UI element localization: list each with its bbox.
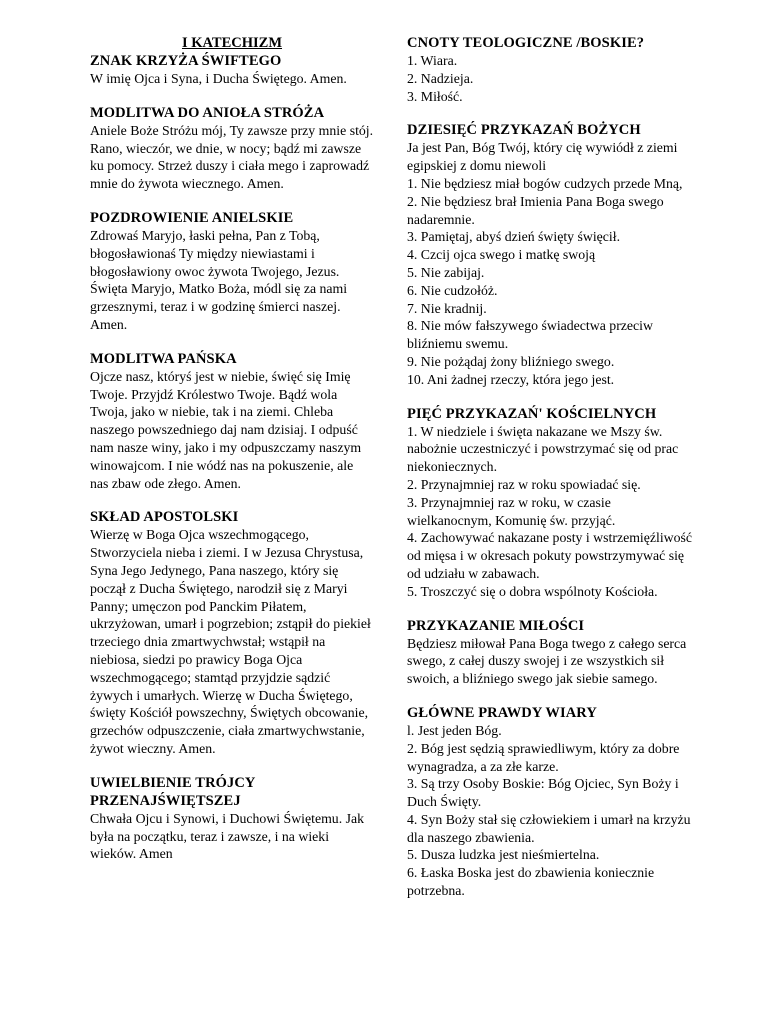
list-item: 6. Łaska Boska jest do zbawienia koniecznie potrzebna. <box>407 865 655 899</box>
section-sign-of-cross <box>90 52 374 88</box>
list-item: 10. Ani żadnej rzeczy, która jego jest. <box>407 371 615 387</box>
section-heading: POZDROWIENIE ANIELSKIE <box>90 209 294 226</box>
section-heading: CNOTY TEOLOGICZNE /BOSKIE? <box>407 35 645 51</box>
list-item: 2. Przynajmniej raz w roku spowiadać się. <box>407 476 641 492</box>
list-item: 3. Przynajmniej raz w roku, w czasie wielkanocnym, Komunię św. przyjąć. <box>407 494 616 528</box>
section-heading: MODLITWA DO ANIOŁA STRÓŻA <box>90 104 325 121</box>
section-text: Będziesz miłował Pana Boga twego z całego serca swego, z całej duszy swojej i ze wszystkich sił swoich, a bliźniego swego jak siebie samego. <box>407 635 687 687</box>
section-text: Chwała Ojcu i Synowi, i Duchowi Świętemu. Jak była na początku, teraz i zawsze, i na wieki wieków. Amen <box>90 810 364 862</box>
section-love-commandment <box>407 617 697 688</box>
section-glory-be <box>90 774 374 863</box>
list-item: 4. Czcij ojca swego i matkę swoją <box>407 247 596 263</box>
section-heading: MODLITWA PAŃSKA <box>90 350 237 367</box>
list-item: 7. Nie kradnij. <box>407 300 487 316</box>
section-apostles-creed <box>90 508 374 757</box>
section-heading: DZIESIĘĆ PRZYKAZAŃ BOŻYCH <box>407 122 641 139</box>
list-item: 1. Wiara. <box>407 53 458 68</box>
left-column <box>90 34 374 879</box>
section-text: Zdrowaś Maryjo, łaski pełna, Pan z Tobą, błogosławionaś Ty między niewiastami i błogosławiony owoc żywota Twojego, Jezus. Święta Maryjo, Matko Boża, módl się za nami grzesznymi, teraz i w godzinę śmierci naszej. Amen. <box>90 227 348 332</box>
document-title: I KATECHIZM <box>181 35 283 51</box>
section-text: Wierzę w Boga Ojca wszechmogącego, Stworzyciela nieba i ziemi. I w Jezusa Chrystusa, Syna Jego Jedynego, Pana naszego, który się począł z Ducha Świętego, narodził się z Maryi Panny; umęczon pod Panckim Piłatem, ukrzyżowan, umarł i pogrzebion; zstąpił do piekieł trzeciego dnia zmartwychwstał; wstąpił na niebiosa, siedzi po prawicy Boga Ojca wszechmogącego; stamtąd przyjdzie sądzić żywych i umarłych. Wierzę w Ducha Świętego, święty Kościół powszechny, Świętych obcowanie, grzechów odpuszczenie, ciała zmartwychwstanie, żywot wieczny. Amen. <box>90 527 371 756</box>
list-item: 5. Nie zabijaj. <box>407 264 485 280</box>
right-column <box>407 34 697 916</box>
list-item: 1. Nie będziesz miał bogów cudzych przede Mną, <box>407 175 683 191</box>
list-item: 4. Zachowywać nakazane posty i wstrzemięźliwość od mięsa i w okresach pokuty powstrzymywać się od udziału w zabawach. <box>407 530 693 581</box>
section-heading: PIĘĆ PRZYKAZAŃ' KOŚCIELNYCH <box>407 405 657 422</box>
list-item: 9. Nie pożądaj żony bliźniego swego. <box>407 353 615 369</box>
list-item: 5. Troszczyć się o dobra wspólnoty Kościoła. <box>407 583 658 599</box>
list-item: 5. Dusza ludzka jest nieśmiertelna. <box>407 847 600 863</box>
list-item: 3. Pamiętaj, abyś dzień święty święcił. <box>407 229 621 245</box>
list-item: 3. Miłość. <box>407 88 463 104</box>
list-item: Ja jest Pan, Bóg Twój, który cię wywiódł z ziemi egipskiej z domu niewoli <box>407 140 678 174</box>
list-item: 2. Nadzieja. <box>407 70 474 86</box>
section-heading: ZNAK KRZYŻA ŚWIFTEGO <box>90 53 282 69</box>
section-text: Ojcze nasz, któryś jest w niebie, święć się Imię Twoje. Przyjdź Królestwo Twoje. Bądź wola Twoja, jako w niebie, tak i na ziemi. Chleba naszego powszedniego daj nam dzisiaj. I odpuść nam nasze winy, jako i my odpuszczamy naszym winowajcom. I nie wódź nas na pokuszenie, ale nas zbaw ode złego. Amen. <box>90 368 362 491</box>
section-main-truths-of-faith <box>407 704 697 900</box>
list-item: 3. Są trzy Osoby Boskie: Bóg Ojciec, Syn Boży i Duch Święty. <box>407 776 679 810</box>
section-heading: UWIELBIENIE TRÓJCY PRZENAJŚWIĘTSZEJ <box>90 774 255 809</box>
list-item: 4. Syn Boży stał się człowiekiem i umarł na krzyżu dla naszego zbawienia. <box>407 811 691 845</box>
section-text: Aniele Boże Stróżu mój, Ty zawsze przy mnie stój. Rano, wieczór, we dnie, w nocy; bądź mi zawsze ku pomocy. Strzeż duszy i ciała mego i zaprowadź mnie do żywota wiecznego. Amen. <box>90 122 374 192</box>
list-item: 8. Nie mów fałszywego świadectwa przeciw bliźniemu swemu. <box>407 318 653 352</box>
list-item: 2. Nie będziesz brał Imienia Pana Boga swego nadaremnie. <box>407 193 664 227</box>
section-guardian-angel-prayer <box>90 104 374 193</box>
list-item: 2. Bóg jest sędzią sprawiedliwym, który za dobre wynagradza, a za złe karze. <box>407 740 680 774</box>
section-hail-mary <box>90 209 374 334</box>
list-item: l. Jest jeden Bóg. <box>407 722 502 738</box>
section-text: W imię Ojca i Syna, i Ducha Świętego. Amen. <box>90 71 347 86</box>
section-heading: SKŁAD APOSTOLSKI <box>90 509 239 526</box>
section-church-commandments <box>407 405 697 601</box>
list-item: 6. Nie cudzołóż. <box>407 282 498 298</box>
section-ten-commandments <box>407 121 697 388</box>
section-theological-virtues <box>407 34 697 105</box>
section-heading: GŁÓWNE PRAWDY WIARY <box>407 704 597 721</box>
section-lords-prayer <box>90 350 374 493</box>
section-heading: PRZYKAZANIE MIŁOŚCI <box>407 617 585 634</box>
list-item: 1. W niedziele i święta nakazane we Mszy św. nabożnie uczestniczyć i powstrzymać się od prac niekoniecznych. <box>407 423 679 475</box>
